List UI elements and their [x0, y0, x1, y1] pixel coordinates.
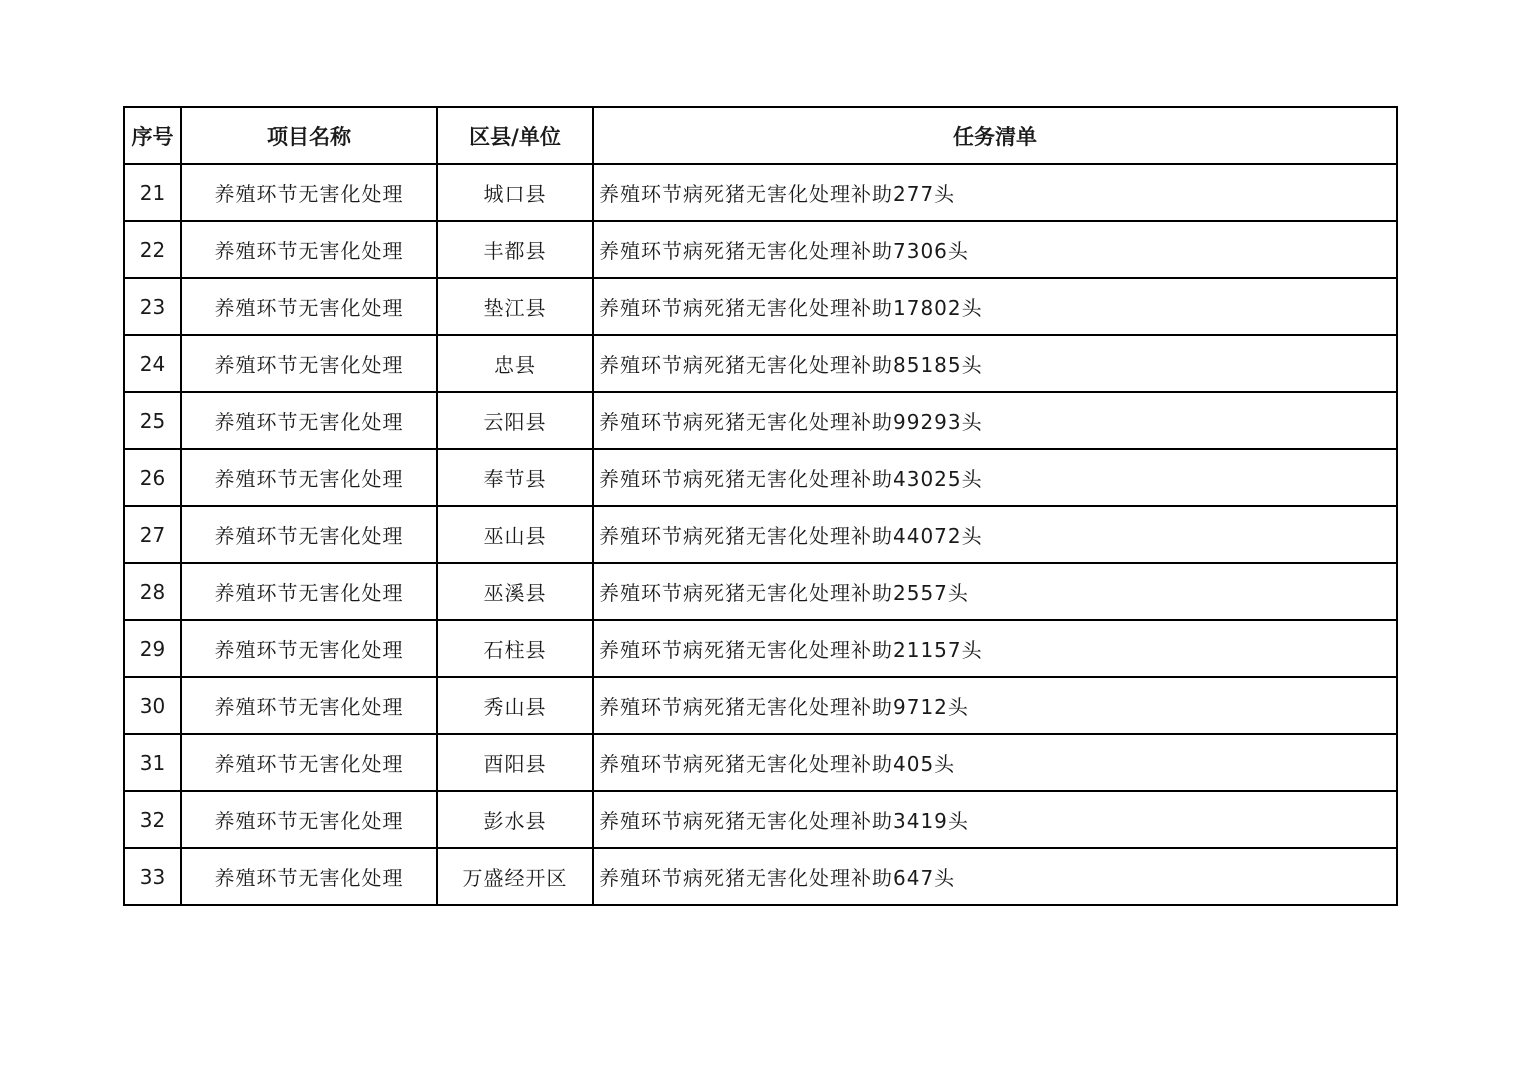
row-task: 养殖环节病死猪无害化处理补助17802头: [593, 278, 1397, 335]
row-index: 21: [124, 164, 181, 221]
row-project-name: 养殖环节无害化处理: [181, 620, 437, 677]
row-district: 奉节县: [437, 449, 593, 506]
table-row: [124, 620, 1397, 677]
table-header-row: [124, 107, 1397, 164]
table-row: [124, 335, 1397, 392]
row-district: 万盛经开区: [437, 848, 593, 905]
row-district: 酉阳县: [437, 734, 593, 791]
task-table: [123, 106, 1398, 906]
row-district: 城口县: [437, 164, 593, 221]
row-task: 养殖环节病死猪无害化处理补助277头: [593, 164, 1397, 221]
row-task: 养殖环节病死猪无害化处理补助99293头: [593, 392, 1397, 449]
header-district: 区县/单位: [437, 107, 593, 164]
row-index: 29: [124, 620, 181, 677]
row-district: 云阳县: [437, 392, 593, 449]
row-district: 石柱县: [437, 620, 593, 677]
row-project-name: 养殖环节无害化处理: [181, 335, 437, 392]
row-task: 养殖环节病死猪无害化处理补助9712头: [593, 677, 1397, 734]
row-index: 22: [124, 221, 181, 278]
row-district: 彭水县: [437, 791, 593, 848]
table-row: [124, 164, 1397, 221]
row-project-name: 养殖环节无害化处理: [181, 791, 437, 848]
table-row: [124, 563, 1397, 620]
row-task: 养殖环节病死猪无害化处理补助21157头: [593, 620, 1397, 677]
row-index: 24: [124, 335, 181, 392]
row-project-name: 养殖环节无害化处理: [181, 449, 437, 506]
row-task: 养殖环节病死猪无害化处理补助44072头: [593, 506, 1397, 563]
table-row: [124, 848, 1397, 905]
row-index: 31: [124, 734, 181, 791]
table-row: [124, 392, 1397, 449]
row-project-name: 养殖环节无害化处理: [181, 677, 437, 734]
table-row: [124, 278, 1397, 335]
row-task: 养殖环节病死猪无害化处理补助2557头: [593, 563, 1397, 620]
row-task: 养殖环节病死猪无害化处理补助7306头: [593, 221, 1397, 278]
row-index: 33: [124, 848, 181, 905]
header-index: 序号: [124, 107, 181, 164]
row-task: 养殖环节病死猪无害化处理补助3419头: [593, 791, 1397, 848]
row-task: 养殖环节病死猪无害化处理补助647头: [593, 848, 1397, 905]
row-district: 巫溪县: [437, 563, 593, 620]
task-table-sheet: [123, 106, 1396, 906]
table-row: [124, 221, 1397, 278]
row-project-name: 养殖环节无害化处理: [181, 164, 437, 221]
row-index: 27: [124, 506, 181, 563]
row-index: 25: [124, 392, 181, 449]
header-task-list: 任务清单: [593, 107, 1397, 164]
row-index: 32: [124, 791, 181, 848]
row-project-name: 养殖环节无害化处理: [181, 734, 437, 791]
row-district: 忠县: [437, 335, 593, 392]
row-project-name: 养殖环节无害化处理: [181, 221, 437, 278]
row-project-name: 养殖环节无害化处理: [181, 278, 437, 335]
table-row: [124, 791, 1397, 848]
row-project-name: 养殖环节无害化处理: [181, 392, 437, 449]
row-index: 26: [124, 449, 181, 506]
row-task: 养殖环节病死猪无害化处理补助85185头: [593, 335, 1397, 392]
row-district: 垫江县: [437, 278, 593, 335]
row-index: 23: [124, 278, 181, 335]
row-project-name: 养殖环节无害化处理: [181, 563, 437, 620]
row-district: 丰都县: [437, 221, 593, 278]
row-district: 巫山县: [437, 506, 593, 563]
table-row: [124, 734, 1397, 791]
row-task: 养殖环节病死猪无害化处理补助405头: [593, 734, 1397, 791]
row-index: 30: [124, 677, 181, 734]
table-row: [124, 449, 1397, 506]
table-row: [124, 677, 1397, 734]
row-project-name: 养殖环节无害化处理: [181, 506, 437, 563]
row-index: 28: [124, 563, 181, 620]
row-district: 秀山县: [437, 677, 593, 734]
table-row: [124, 506, 1397, 563]
header-project-name: 项目名称: [181, 107, 437, 164]
row-task: 养殖环节病死猪无害化处理补助43025头: [593, 449, 1397, 506]
row-project-name: 养殖环节无害化处理: [181, 848, 437, 905]
